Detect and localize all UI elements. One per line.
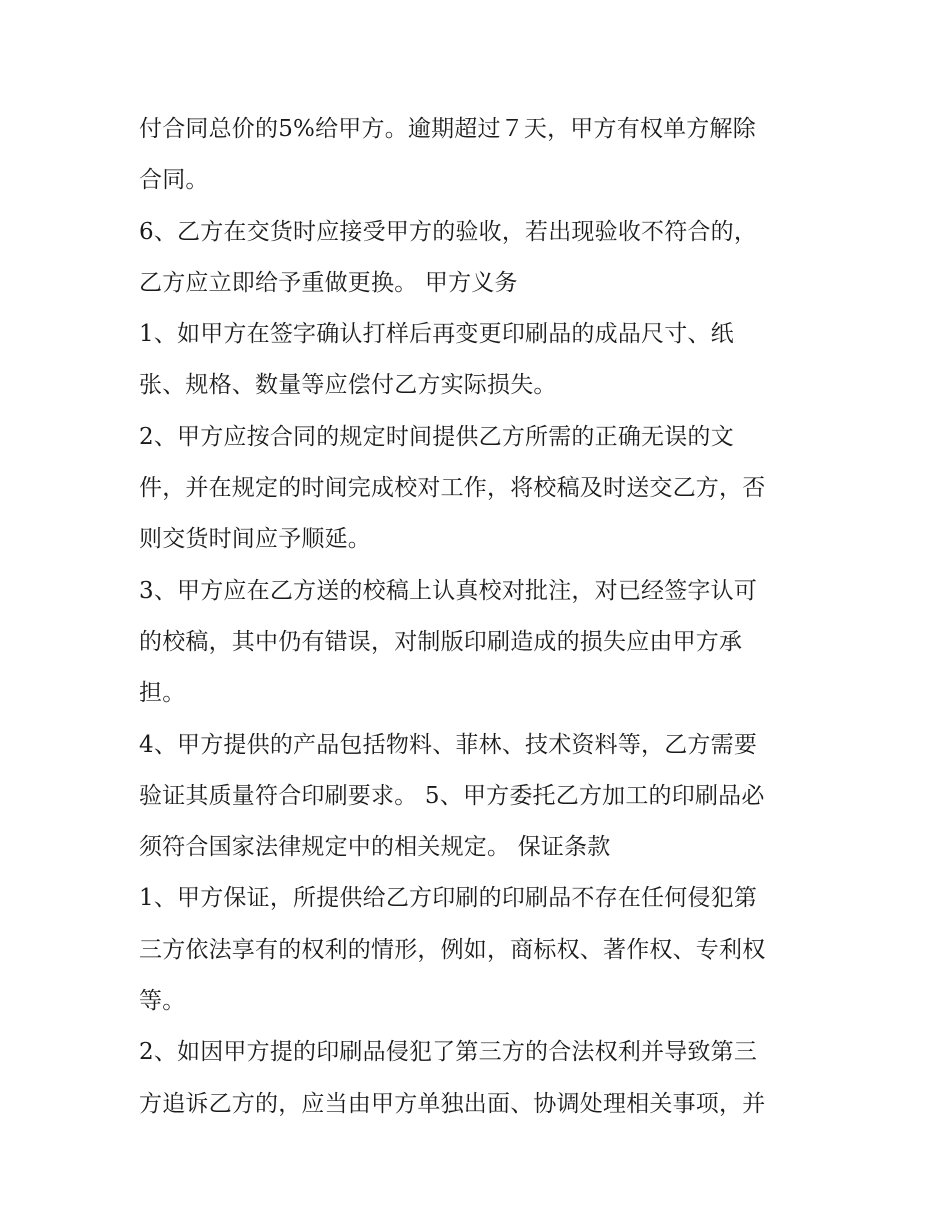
text-line: 2、甲方应按合同的规定时间提供乙方所需的正确无误的文: [139, 423, 734, 450]
text-line: 6、乙方在交货时应接受甲方的验收，若出现验收不符合的，: [139, 218, 758, 245]
text-line: 须符合国家法律规定中的相关规定。 保证条款: [139, 834, 611, 861]
text-line: 1、如甲方在签字确认打样后再变更印刷品的成品尺寸、纸: [139, 321, 734, 348]
text-line: 付合同总价的5%给甲方。逾期超过７天，甲方有权单方解除: [139, 116, 756, 142]
text-line: 张、规格、数量等应偿付乙方实际损失。: [139, 372, 557, 399]
text-line: 等。: [139, 988, 186, 1015]
text-line: 则交货时间应予顺延。: [139, 526, 371, 553]
text-line: 件，并在规定的时间完成校对工作，将校稿及时送交乙方，否: [139, 475, 766, 502]
text-line: 合同。: [139, 167, 209, 194]
text-line: 验证其质量符合印刷要求。 5、甲方委托乙方加工的印刷品必: [139, 782, 765, 809]
text-line: 方追诉乙方的，应当由甲方单独出面、协调处理相关事项，并: [139, 1090, 766, 1117]
text-line: 三方依法享有的权利的情形，例如，商标权、著作权、专利权: [139, 936, 766, 963]
text-line: 的校稿，其中仍有错误，对制版印刷造成的损失应由甲方承: [139, 628, 743, 655]
text-line: 2、如因甲方提的印刷品侵犯了第三方的合法权利并导致第三: [139, 1039, 758, 1066]
text-line: 4、甲方提供的产品包括物料、菲林、技术资料等，乙方需要: [139, 731, 758, 758]
text-line: 3、甲方应在乙方送的校稿上认真校对批注，对已经签字认可: [139, 577, 758, 604]
text-line: 乙方应立即给予重做更换。 甲方义务: [139, 269, 518, 296]
text-line: 担。: [139, 680, 186, 707]
document-body: [139, 104, 839, 1130]
text-line: 1、甲方保证，所提供给乙方印刷的印刷品不存在任何侵犯第: [139, 885, 758, 912]
